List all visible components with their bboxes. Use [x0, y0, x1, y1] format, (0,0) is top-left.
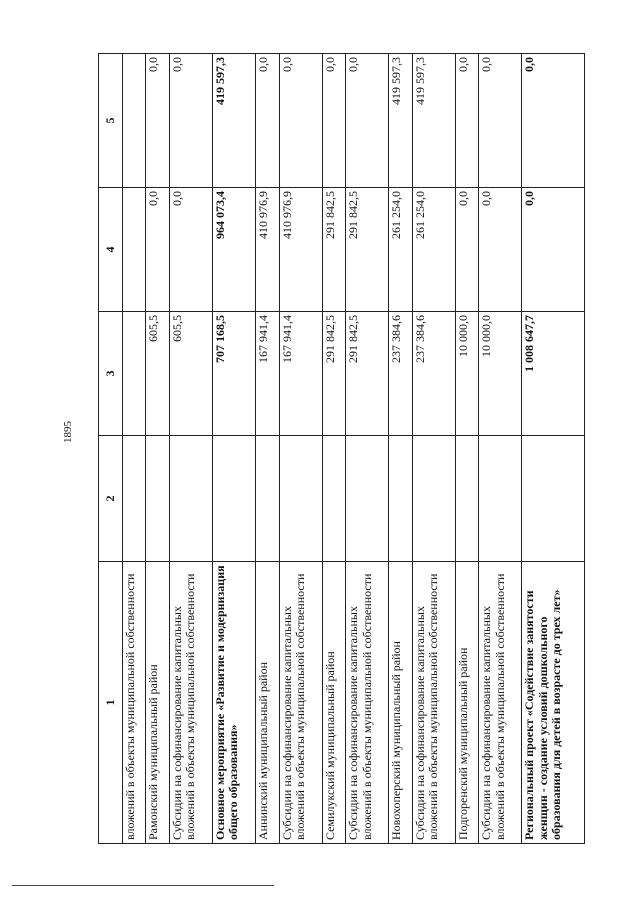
- cell-col4: 410 976,9: [255, 188, 279, 312]
- row-label-cell: Рамонский муниципальный район: [146, 562, 170, 844]
- row-label-cell: вложений в объекты муниципальной собственности: [122, 562, 146, 844]
- header-row: [99, 54, 123, 844]
- cell-col4: [122, 188, 146, 312]
- cell-col3: 237 384,6: [389, 312, 413, 436]
- table-row: [169, 54, 212, 844]
- cell-col5: 0,0: [255, 54, 279, 188]
- page-number: 1895: [62, 421, 74, 443]
- cell-col3: 10 000,0: [455, 312, 479, 436]
- header-cell-2: 2: [99, 436, 123, 562]
- cell-col4: 261 254,0: [389, 188, 413, 312]
- row-label-cell: Аннинский муниципальный район: [255, 562, 279, 844]
- cell-col2: [412, 436, 455, 562]
- cell-col3: 605,5: [169, 312, 212, 436]
- cell-col4: 291 842,5: [322, 188, 346, 312]
- cell-col2: [389, 436, 413, 562]
- cell-col4: 964 073,4: [212, 188, 255, 312]
- cell-col5: 419 597,3: [389, 54, 413, 188]
- cell-col5: 0,0: [169, 54, 212, 188]
- table-row: [522, 54, 585, 844]
- row-label-cell: Региональный проект «Содействие занятости женщин - создание условий дошкольного образования для детей в возрасте до трех лет»: [522, 562, 585, 844]
- cell-col3: 291 842,5: [346, 312, 389, 436]
- row-label-cell: Субсидии на софинансирование капитальных вложений в объекты муниципальной собственности: [169, 562, 212, 844]
- cell-col5: 0,0: [522, 54, 585, 188]
- cell-col5: [122, 54, 146, 188]
- cell-col2: [212, 436, 255, 562]
- cell-col4: 0,0: [455, 188, 479, 312]
- header-cell-3: 3: [99, 312, 123, 436]
- cell-col3: 167 941,4: [255, 312, 279, 436]
- cell-col5: 0,0: [322, 54, 346, 188]
- cell-col4: 291 842,5: [346, 188, 389, 312]
- cell-col3: 707 168,5: [212, 312, 255, 436]
- row-label-cell: Основное мероприятие «Развитие и модернизация общего образования»: [212, 562, 255, 844]
- row-label-cell: Подгоренский муниципальный район: [455, 562, 479, 844]
- cell-col3: 605,5: [146, 312, 170, 436]
- cell-col3: 167 941,4: [279, 312, 322, 436]
- cell-col3: 237 384,6: [412, 312, 455, 436]
- table-row: [322, 54, 346, 844]
- cell-col4: 0,0: [146, 188, 170, 312]
- cell-col4: 0,0: [169, 188, 212, 312]
- header-cell-1: 1: [99, 562, 123, 844]
- table-row: [279, 54, 322, 844]
- cell-col2: [479, 436, 522, 562]
- row-label-cell: Семилукский муниципальный район: [322, 562, 346, 844]
- cell-col2: [322, 436, 346, 562]
- row-label-cell: Субсидии на софинансирование капитальных вложений в объекты муниципальной собственности: [346, 562, 389, 844]
- cell-col5: 419 597,3: [412, 54, 455, 188]
- cell-col2: [122, 436, 146, 562]
- cell-col3: 291 842,5: [322, 312, 346, 436]
- table-row: [212, 54, 255, 844]
- row-label-cell: Субсидии на софинансирование капитальных вложений в объекты муниципальной собственности: [279, 562, 322, 844]
- cell-col2: [169, 436, 212, 562]
- cell-col4: 0,0: [522, 188, 585, 312]
- cell-col5: 0,0: [455, 54, 479, 188]
- table-row: [479, 54, 522, 844]
- cell-col4: 0,0: [479, 188, 522, 312]
- cell-col5: 0,0: [346, 54, 389, 188]
- cell-col2: [279, 436, 322, 562]
- footer-rule: [12, 885, 274, 886]
- cell-col2: [455, 436, 479, 562]
- cell-col4: 410 976,9: [279, 188, 322, 312]
- cell-col2: [146, 436, 170, 562]
- cell-col5: 419 597,3: [212, 54, 255, 188]
- table-row: [455, 54, 479, 844]
- cell-col5: 0,0: [279, 54, 322, 188]
- row-label-cell: Субсидии на софинансирование капитальных вложений в объекты муниципальной собственности: [479, 562, 522, 844]
- cell-col3: [122, 312, 146, 436]
- row-label-cell: Новохоперский муниципальный район: [389, 562, 413, 844]
- cell-col4: 261 254,0: [412, 188, 455, 312]
- table-row: [389, 54, 413, 844]
- table-row: [122, 54, 146, 844]
- row-label-cell: Субсидии на софинансирование капитальных вложений в объекты муниципальной собственности: [412, 562, 455, 844]
- cell-col3: 1 008 647,7: [522, 312, 585, 436]
- table-row: [346, 54, 389, 844]
- cell-col2: [255, 436, 279, 562]
- table-row: [255, 54, 279, 844]
- table-row: [412, 54, 455, 844]
- cell-col3: 10 000,0: [479, 312, 522, 436]
- cell-col5: 0,0: [146, 54, 170, 188]
- rotated-table-container: [98, 54, 585, 844]
- budget-table: [98, 53, 585, 844]
- header-cell-5: 5: [99, 54, 123, 188]
- cell-col2: [522, 436, 585, 562]
- cell-col2: [346, 436, 389, 562]
- table-row: [146, 54, 170, 844]
- header-cell-4: 4: [99, 188, 123, 312]
- cell-col5: 0,0: [479, 54, 522, 188]
